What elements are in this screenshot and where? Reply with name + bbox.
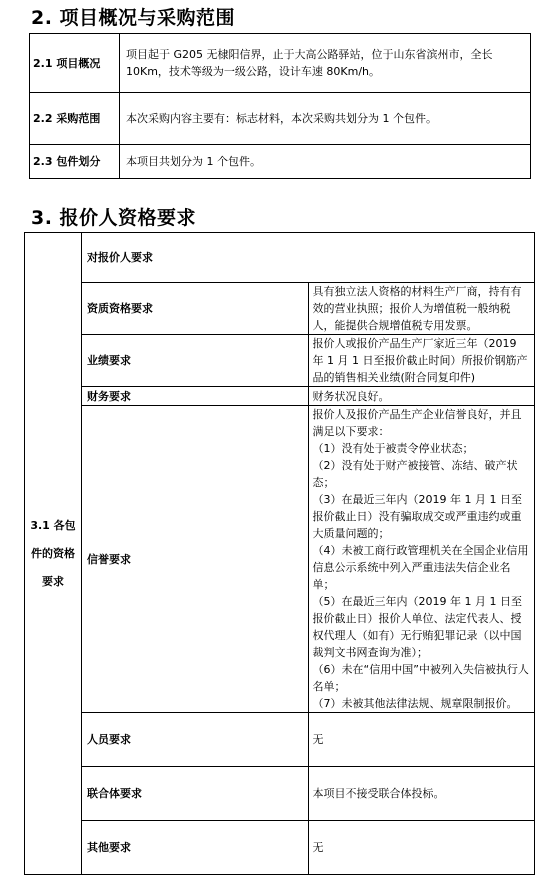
project-overview-table — [29, 33, 531, 179]
table-row — [25, 335, 535, 387]
row-value: 项目起于 G205 无棣阳信界，止于大高公路驿站，位于山东省滨州市，全长 10Km，技术等级为一级公路，设计车速 80Km/h。 — [120, 34, 531, 93]
table-row — [30, 93, 531, 145]
section-2-heading: 2. 项目概况与采购范围 — [31, 7, 236, 29]
list-item: （3）在最近三年内（2019 年 1 月 1 日至报价截止日）没有骗取成交或严重违约或重大质量问题的； — [312, 493, 522, 540]
table-row — [25, 233, 535, 283]
row-label: 信誉要求 — [82, 406, 309, 713]
table-row — [25, 713, 535, 767]
row-label: 人员要求 — [82, 713, 309, 767]
row-label: 财务要求 — [82, 387, 309, 406]
qualification-table — [24, 232, 535, 875]
table-row — [30, 145, 531, 179]
table-header: 对报价人要求 — [82, 233, 535, 283]
list-item: （7）未被其他法律法规、规章限制报价。 — [312, 697, 518, 710]
row-value: 本项目共划分为 1 个包件。 — [120, 145, 531, 179]
table-row — [25, 406, 535, 713]
credit-requirements — [308, 406, 535, 713]
row-label: 2.2 采购范围 — [30, 93, 120, 145]
list-item: （6）未在“信用中国”中被列入失信被执行人名单； — [312, 663, 529, 693]
row-value: 本次采购内容主要有：标志材料，本次采购共划分为 1 个包件。 — [120, 93, 531, 145]
side-label: 3.1 各包件的资格要求 — [25, 233, 82, 875]
list-item: （2）没有处于财产被接管、冻结、破产状态； — [312, 459, 518, 489]
row-value: 无 — [308, 821, 535, 875]
row-value: 无 — [308, 713, 535, 767]
table-row — [30, 34, 531, 93]
list-item: （1）没有处于被责令停业状态； — [312, 442, 474, 455]
row-label: 2.1 项目概况 — [30, 34, 120, 93]
list-item: 报价人及报价产品生产企业信誉良好，并且满足以下要求： — [312, 408, 522, 438]
table-row — [25, 387, 535, 406]
row-label: 业绩要求 — [82, 335, 309, 387]
row-label: 资质资格要求 — [82, 283, 309, 335]
list-item: （5）在最近三年内（2019 年 1 月 1 日至报价截止日）报价人单位、法定代表人、授权代理人（如有）无行贿犯罪记录（以中国裁判文书网查询为准）； — [312, 595, 522, 659]
row-label: 其他要求 — [82, 821, 309, 875]
row-value: 具有独立法人资格的材料生产厂商，持有有效的营业执照；报价人为增值税一般纳税人，能提供合规增值税专用发票。 — [308, 283, 535, 335]
list-item: （4）未被工商行政管理机关在全国企业信用信息公示系统中列入严重违法失信企业名单； — [312, 544, 529, 591]
table-row — [25, 283, 535, 335]
section-3-heading: 3. 报价人资格要求 — [31, 207, 197, 229]
row-value: 报价人或报价产品生产厂家近三年（2019 年 1 月 1 日至报价截止时间）所报价钢筋产品的销售相关业绩(附合同复印件) — [308, 335, 535, 387]
row-value: 本项目不接受联合体投标。 — [308, 767, 535, 821]
table-row — [25, 767, 535, 821]
table-row — [25, 821, 535, 875]
row-value: 财务状况良好。 — [308, 387, 535, 406]
row-label: 2.3 包件划分 — [30, 145, 120, 179]
row-label: 联合体要求 — [82, 767, 309, 821]
